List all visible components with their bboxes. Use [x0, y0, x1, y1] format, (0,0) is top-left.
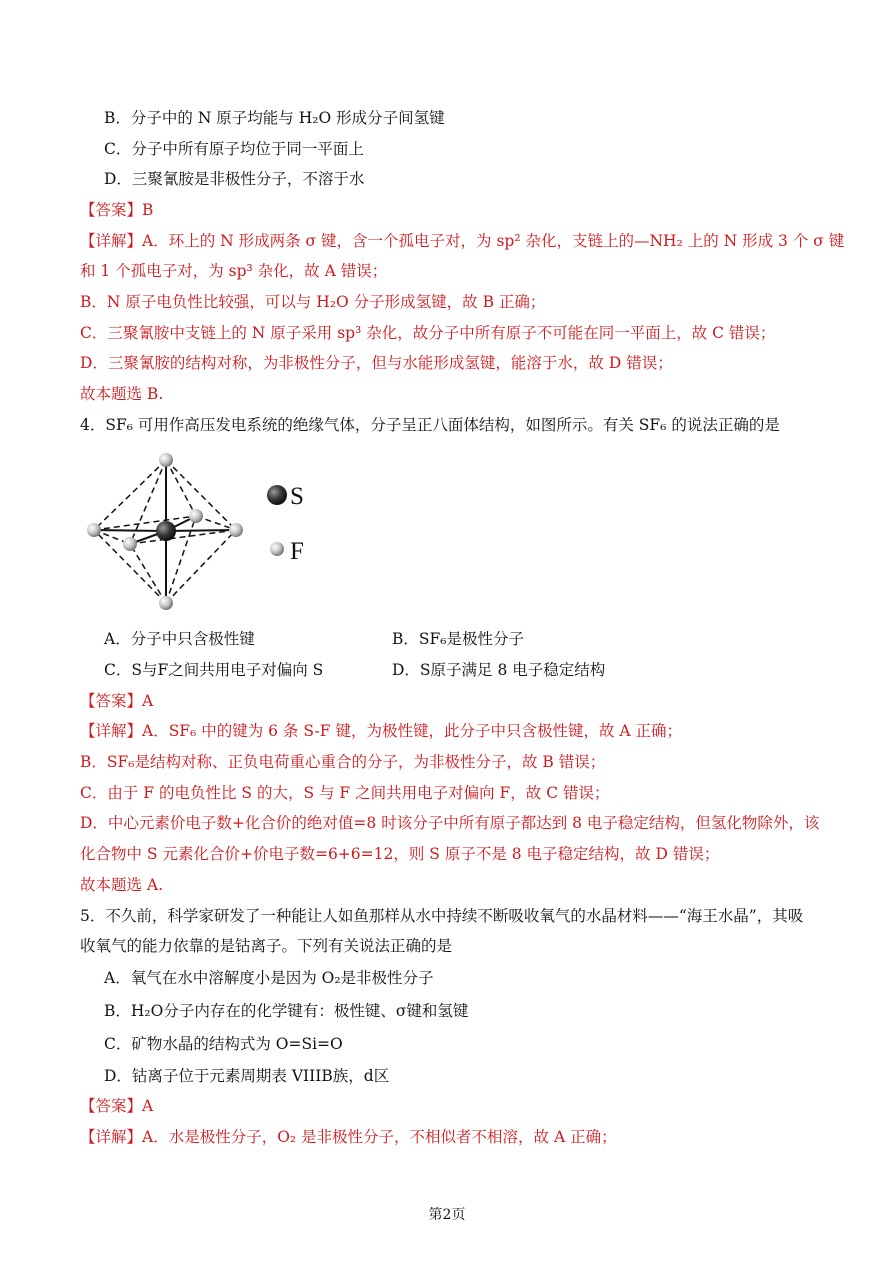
q4-option-c: C．S与F之间共用电子对偏向 S: [104, 661, 324, 679]
legend-sulfur-icon: [267, 485, 287, 505]
sf6-octahedron-figure: [80, 448, 320, 616]
fluorine-atom-top: [159, 453, 173, 467]
sf6-octahedron-diagram: [80, 448, 320, 616]
legend-fluorine-icon: [270, 542, 284, 556]
page-number: 第2页: [428, 1207, 466, 1223]
legend-s-label: S: [290, 483, 304, 510]
fluorine-atom-left: [87, 523, 101, 537]
fluorine-atom-front: [123, 537, 137, 551]
fluorine-atom-back: [189, 509, 203, 523]
sulfur-atom-center: [156, 521, 176, 541]
q4-option-d: D．S原子满足 8 电子稳定结构: [392, 661, 606, 679]
document-page: B．分子中的 N 原子均能与 H₂O 形成分子间氢键 C．分子中所有原子均位于同一平面上 D．三聚氰胺是非极性分子，不溶于水 【答案】B 【详解】A．环上的 N 形成两条 σ 键，含一个孤电子对，为 sp² 杂化，支链上的—NH₂ 上的 N 形成 3 个 σ 键 和 1 个孤电子对，为 sp³ 杂化，故 A 错误； B．N 原子电负性比较强，可以与 H₂O 分子形成氢键，故 B 正确； C．三聚氰胺中支链上的 N 原子采用 sp³ 杂化，故分子中所有原子不可能在同一平面上，故 C 错误； D．三聚氰胺的结构对称，为非极性分子，但与水能形成氢键，能溶于水，故 D 错误； 故本题选 B. 4．SF₆ 可用作高压发电系统的绝缘气体，分子呈正八面体结构，如图所示。有关 SF₆ 的说法正确的是 S F A．分子中只含极性键 B．SF₆是极性分子 C．S与F之间共用电子对偏向 S D．S原子满足 8 电子稳定结构 【答案】A 【详解】A．SF₆ 中的键为 6 条 S-F 键，为极性键，此分子中只含极性键，故 A 正确； B．SF₆是结构对称、正负电荷重心重合的分子，为非极性分子，故 B 错误； C．由于 F 的电负性比 S 的大，S 与 F 之间共用电子对偏向 F，故 C 错误； D．中心元素价电子数+化合价的绝对值=8 时该分子中所有原子都达到 8 电子稳定结构，但氢化物除外，该 化合物中 S 元素化合价+价电子数=6+6=12，则 S 原子不是 8 电子稳定结构，故 D 错误； 故本题选 A. 5．不久前，科学家研发了一种能让人如鱼那样从水中持续不断吸收氧气的水晶材料——“海王水晶”，其吸 收氧气的能力依靠的是钴离子。下列有关说法正确的是 A．氧气在水中溶解度小是因为 O₂是非极性分子 B．H₂O分子内存在的化学键有：极性键、σ键和氢键 C．矿物水晶的结构式为 O=Si=O D．钴离子位于元素周期表 VIIIB族，d区 【答案】A 【详解】A．水是极性分子，O₂ 是非极性分子，不相似者不相溶，故 A 正确； 第2页: [0, 0, 894, 1263]
fluorine-atom-right: [229, 523, 243, 537]
legend-f-label: F: [290, 538, 304, 565]
q4-option-b: B．SF₆是极性分子: [392, 630, 524, 648]
q4-option-a: A．分子中只含极性键: [104, 630, 255, 648]
fluorine-atom-bottom: [159, 596, 173, 610]
